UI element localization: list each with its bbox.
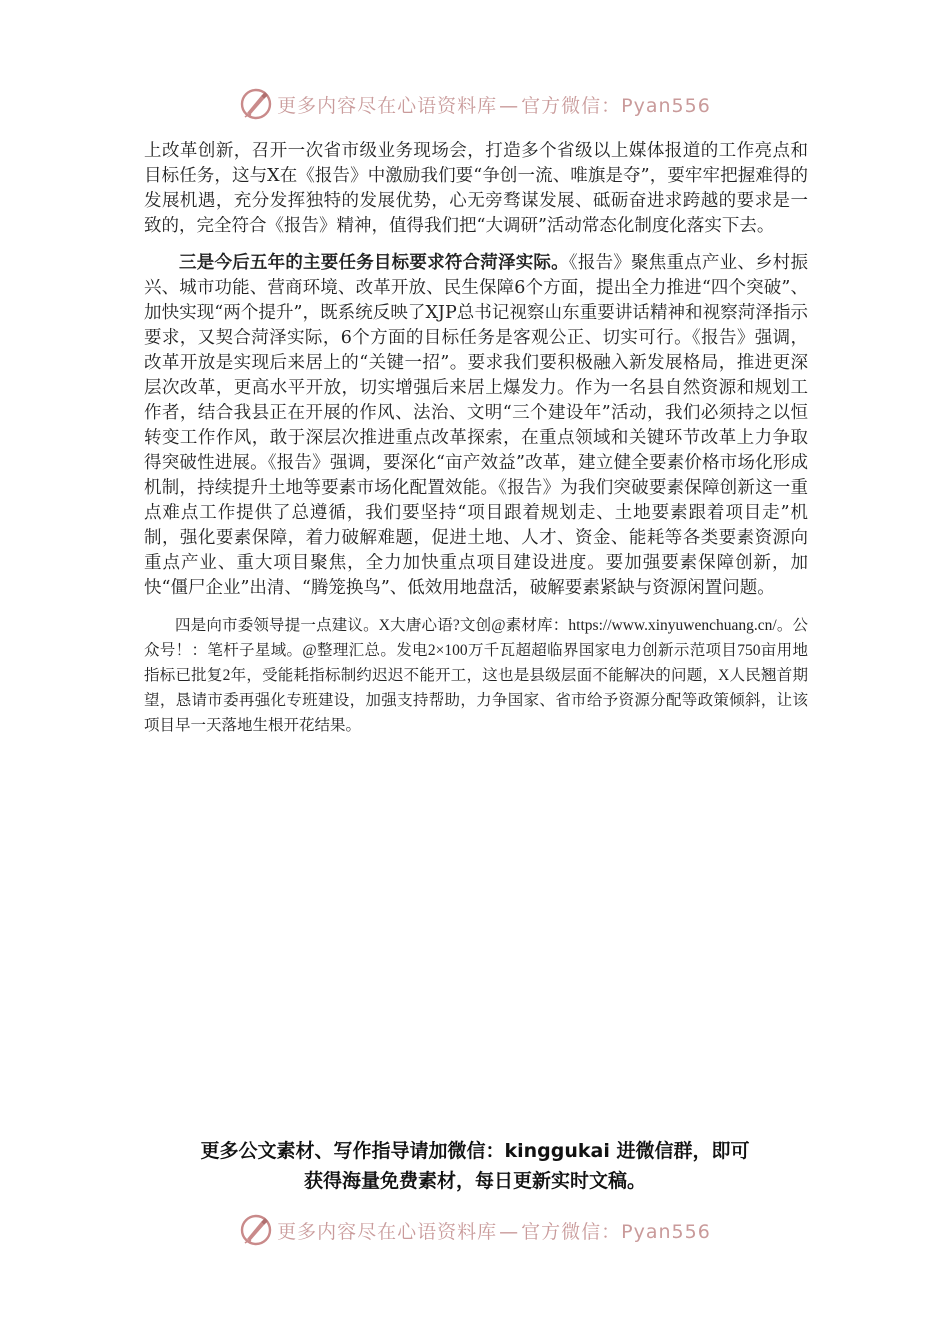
watermark-separator: — <box>499 1220 520 1243</box>
footer-watermark <box>0 1210 950 1250</box>
paragraph-body: 《报告》聚焦重点产业、乡村振兴、城市功能、营商环境、改革开放、民生保障6个方面，提出全力推进“四个突破”、加快实现“两个提升”，既系统反映了XJP总书记视察山东重要讲话精神和视察菏泽指示要求，又契合菏泽实际，6个方面的目标任务是客观公正、切实可行。《报告》强调，改革开放是实现后来居上的“关键一招”。要求我们要积极融入新发展格局，推进更深层次改革，更高水平开放，切实增强后来居上爆发力。作为一名县自然资源和规划工作者，结合我县正在开展的作风、法治、文明“三个建设年”活动，我们必须持之以恒转变工作作风，敢于深层次推进重点改革探索，在重点领域和关键环节改革上力争取得突破性进展。《报告》强调，要深化“亩产效益”改革，建立健全要素价格市场化形成机制，持续提升土地等要素市场化配置效能。《报告》为我们突破要素保障创新这一重点难点工作提供了总遵循，我们要坚持“项目跟着规划走、土地要素跟着项目走”机制，强化要素保障，着力破解难题，促进土地、人才、资金、能耗等各类要素资源向重点产业、重大项目聚焦，全力加快重点项目建设进度。要加强要素保障创新，加快“僵尸企业”出清、“腾笼换鸟”、低效用地盘活，破解要素紧缺与资源闲置问题。 <box>144 253 809 598</box>
header-watermark <box>0 84 950 124</box>
paragraph-lead-heading: 三是今后五年的主要任务目标要求符合菏泽实际。 <box>179 253 569 273</box>
watermark-contact: 官方微信：Pyan556 <box>521 94 711 117</box>
promo-line-1: 更多公文素材、写作指导请加微信：kinggukai 进微信群，即可 <box>200 1140 750 1162</box>
watermark-brand: 更多内容尽在心语资料库 <box>277 94 498 117</box>
pen-circle-logo-icon <box>239 87 273 121</box>
watermark-brand: 更多内容尽在心语资料库 <box>277 1220 498 1243</box>
watermark-separator: — <box>499 94 520 117</box>
paragraph-continuation: 上改革创新，召开一次省市级业务现场会，打造多个省级以上媒体报道的工作亮点和目标任务，这与X在《报告》中激励我们要“争创一流、唯旗是夺”，要牢牢把握难得的发展机遇，充分发挥独特的发展优势，心无旁骛谋发展、砥砺奋进求跨越的要求是一致的，完全符合《报告》精神，值得我们把“大调研”活动常态化制度化落实下去。 <box>144 141 808 236</box>
pen-circle-logo-icon <box>239 1213 273 1247</box>
promo-notice <box>150 1136 800 1196</box>
promo-line-2: 获得海量免费素材，每日更新实时文稿。 <box>303 1170 646 1192</box>
paragraph-point-four: 四是向市委领导提一点建议。X大唐心语?文创@素材库：https://www.xinyuwenchuang.cn/。公众号！：笔杆子星域。@整理汇总。发电2×100万千瓦超超临界国家电力创新示范项目750亩用地指标已批复2年，受能耗指标制约迟迟不能开工，这也是县级层面不能解决的问题，X人民翘首期望，恳请市委再强化专班建设，加强支持帮助，力争国家、省市给予资源分配等政策倾斜，让该项目早一天落地生根开花结果。 <box>144 617 808 734</box>
watermark-text <box>277 1217 711 1244</box>
watermark-text <box>277 91 711 118</box>
watermark-contact: 官方微信：Pyan556 <box>521 1220 711 1243</box>
paragraph-point-three <box>144 251 808 601</box>
document-body <box>144 139 808 738</box>
